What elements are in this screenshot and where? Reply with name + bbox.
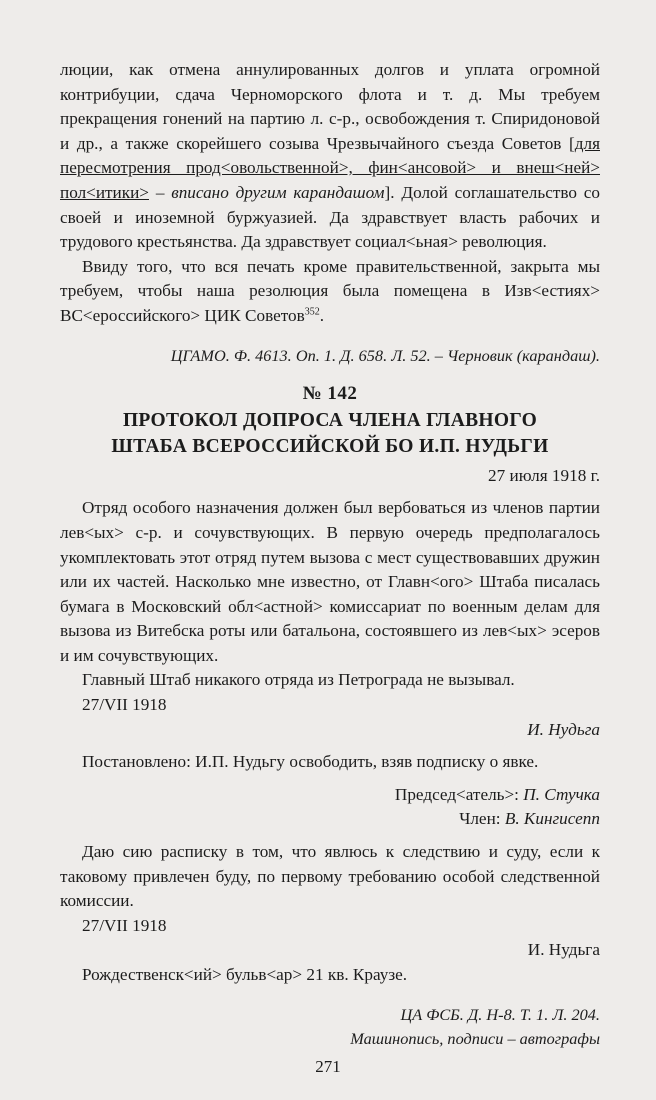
archive-source-1: ЦГАМО. Ф. 4613. Оп. 1. Д. 658. Л. 52. – Черновик (карандаш). [170, 345, 600, 365]
member-name: В. Кингисепп [504, 809, 600, 829]
signature-plain: И. Нудьга [527, 940, 600, 960]
document-date: 27 июля 1918 г. [488, 465, 600, 485]
paragraph-testimony: Отряд особого назначения должен был вербоваться из членов партии лев<ых> с-р. и сочувствующих. В первую очередь предполагалось укомплектовать этот отряд путем вызова с мест существовавших дружин или их частей. Насколько мне известно, от Главн<ого> Штаба писалась бумага в Московский обл<астной> комиссариат по военным делам для вызова из Витебска роты или батальона, состоявшего из лев<ых> эсеров и им сочувствующих. [60, 498, 600, 665]
text-run: ]. Долой соглашательство со своей и иноземной буржуазией. Да здравствует власть рабочих и трудового крестьянства. Да здравствует социал<ьная> революция. [60, 182, 601, 252]
text-run: Ввиду того, что вся печать кроме правительственной, закрыта мы требуем, чтобы наша резолюция была помещена в Изв<естиях> ВС<ероссийского> ЦИК Советов [60, 256, 600, 325]
paragraph-decision: Постановлено: И.П. Нудьгу освободить, взяв подписку о явке. [82, 752, 539, 772]
paragraph-resolution [60, 58, 600, 255]
editor-note: – вписано другим карандашом [148, 182, 385, 202]
member-line [60, 807, 600, 832]
paragraph-receipt: Даю сию расписку в том, что явлюсь к следствию и суду, если к таковому привлечен буду, по первому требованию особой следственной комиссии. [60, 842, 600, 911]
date-short-2: 27/VII 1918 [82, 915, 167, 935]
text-run: люции, как отмена аннулированных долгов и уплата огромной контрибуции, сдача Черноморского флота и т. д. Мы требуем прекращения гонений на партию л. с-р., освобождения т. Спиридоновой и др., а также скорейшего созыва Чрезвычайного съезда Советов [ [60, 60, 600, 153]
underlined-insert: для пересмотрения прод<овольственной>, фин<ансовой> и внеш<ней> пол<итики> [60, 133, 600, 202]
address-line: Рождественск<ий> бульв<ар> 21 кв. Краузе. [82, 965, 408, 984]
document-number: № 142 [302, 383, 358, 405]
archive-source-2: ЦА ФСБ. Д. Н-8. Т. 1. Л. 204. [400, 1004, 600, 1024]
footnote-ref: 352 [304, 306, 320, 318]
member-label: Член: [459, 809, 505, 829]
archive-source-3: Машинопись, подписи – автографы [350, 1029, 600, 1049]
chairman-label: Председ<атель>: [394, 784, 524, 804]
page-number: 271 [315, 1057, 341, 1076]
document-title-line-1: ПРОТОКОЛ ДОПРОСА ЧЛЕНА ГЛАВНОГО [122, 409, 538, 431]
document-title-line-2: ШТАБА ВСЕРОССИЙСКОЙ БО И.П. НУДЬГИ [111, 435, 549, 457]
chairman-name: П. Стучка [523, 784, 600, 804]
paragraph-no-detachment: Главный Штаб никакого отряда из Петрограда не вызывал. [82, 670, 515, 690]
chairman-line [60, 783, 600, 808]
text-run: . [319, 305, 324, 325]
paragraph-press-demand [60, 255, 600, 329]
signature-italic: И. Нудьга [527, 719, 600, 739]
date-short-1: 27/VII 1918 [82, 695, 167, 715]
